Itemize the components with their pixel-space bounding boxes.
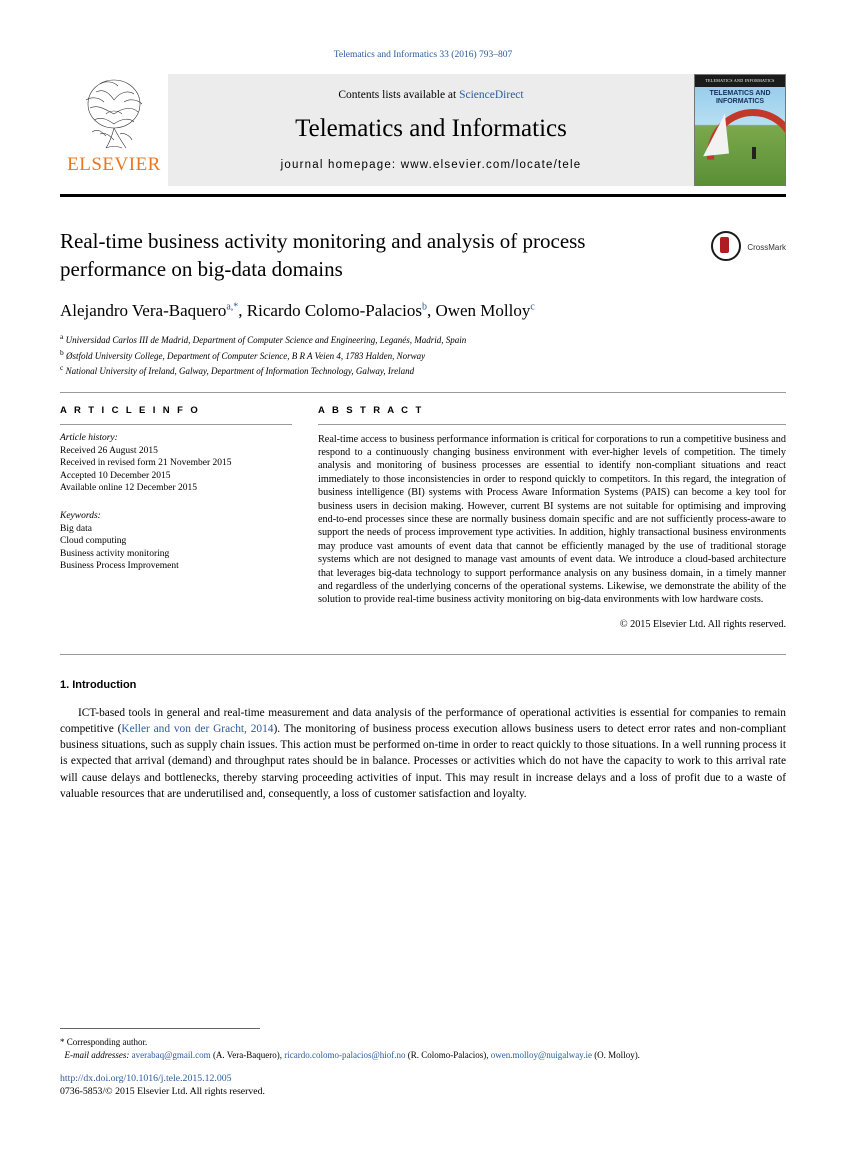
affiliation-item bbox=[60, 347, 786, 363]
issn-copyright: 0736-5853/© 2015 Elsevier Ltd. All rights reserved. bbox=[60, 1086, 265, 1097]
author-marks: b bbox=[421, 301, 427, 313]
contents-available-line bbox=[338, 89, 523, 101]
crossmark-badge-group[interactable] bbox=[708, 231, 786, 263]
affiliation-item bbox=[60, 362, 786, 378]
journal-cover-thumbnail bbox=[694, 74, 786, 186]
contents-prefix: Contents lists available at bbox=[338, 89, 460, 101]
email-addresses-note: E-mail addresses: averabaq@gmail.com (A. Vera-Baquero), ricardo.colomo-palacios@hiof.no (R. Colomo-Palacios), owen.molloy@nuigalway.ie (O. Molloy). bbox=[64, 1049, 640, 1060]
journal-masthead bbox=[60, 74, 786, 186]
abstract-divider-bottom bbox=[60, 654, 786, 655]
affiliation-mark: a bbox=[60, 332, 64, 341]
article-info-heading: A R T I C L E I N F O bbox=[60, 404, 201, 416]
abstract-text: Real-time access to business performance information is critical for corporations to run a competitive business and respond to a continuously changing business environment with ever-higher levels of competition. The timely analysis and monitoring of business processes are essential to identify non-compliant situations and react immediately to those inconsistencies in order to respond quickly to competitors. In this regard, the integration of business intelligence (BI) systems with Process Aware Information Systems (PAIS) can become a key tool for business users in decision making. However, current BI systems are not suitable for optimising and improving end-to-end processes since these are normally business domain specific and are not sufficiently process-aware to support the needs of process improvement type activities. In addition, highly transactional business environments may produce vast amounts of event data that cannot be efficiently managed by the use of traditional storage systems which are not designed to manage vast amounts of event data. We introduce a cloud-based architecture that leverages big-data technology to support performance analysis on any business domain, in a timely manner and regardless of the underlying concerns of the operational systems. Likewise, we demonstrate the ability of the solution to provide real-time business activity monitoring on big-data environments with low hardware costs. bbox=[318, 433, 786, 606]
elsevier-logo bbox=[60, 74, 168, 186]
email-link[interactable]: ricardo.colomo-palacios@hiof.no bbox=[284, 1049, 406, 1060]
cover-sail-graphic bbox=[699, 114, 729, 156]
email-owner: (O. Molloy). bbox=[594, 1049, 640, 1060]
history-item: Available online 12 December 2015 bbox=[60, 483, 197, 493]
history-item: Accepted 10 December 2015 bbox=[60, 470, 171, 481]
keyword-item: Cloud computing bbox=[60, 536, 127, 546]
section-heading-introduction: 1. Introduction bbox=[60, 678, 137, 691]
keywords-block bbox=[60, 511, 292, 573]
author-marks: c bbox=[530, 301, 535, 313]
abstract-copyright: © 2015 Elsevier Ltd. All rights reserved. bbox=[619, 618, 786, 630]
cover-title: TELEMATICS AND INFORMATICS bbox=[709, 90, 771, 105]
footer-identifiers bbox=[60, 1073, 786, 1097]
abstract-rule bbox=[318, 424, 786, 425]
footnote-divider bbox=[60, 1028, 260, 1029]
page-footer bbox=[60, 1028, 786, 1097]
masthead-center-panel bbox=[168, 74, 694, 186]
crossmark-icon bbox=[711, 231, 741, 261]
sciencedirect-link[interactable]: ScienceDirect bbox=[459, 89, 524, 101]
affiliation-text: Østfold University College, Department of Computer Science, B R A Veien 4, 1783 Halden, Norway bbox=[66, 350, 426, 361]
abstract-column bbox=[318, 405, 786, 630]
elsevier-wordmark: ELSEVIER bbox=[67, 154, 161, 175]
crossmark-label: CrossMark bbox=[747, 242, 786, 252]
article-info-column bbox=[60, 405, 292, 630]
journal-reference: Telematics and Informatics 33 (2016) 793–807 bbox=[333, 50, 513, 60]
journal-homepage[interactable]: journal homepage: www.elsevier.com/locate/tele bbox=[280, 159, 582, 171]
elsevier-tree-icon bbox=[76, 74, 152, 152]
keywords-label: Keywords: bbox=[60, 510, 101, 521]
affiliation-list bbox=[60, 331, 786, 378]
email-owner: (A. Vera-Baquero) bbox=[212, 1049, 280, 1060]
email-label: E-mail addresses: bbox=[64, 1049, 130, 1060]
paragraph-text-part-2: ). The monitoring of business process execution allows business users to detect error rates and non-compliant business situations, such as supply chain issues. This action must be performed on-time in order to react quickly to those situations. In a well running process it is expected that arrival (demand) and throughput rates should be in balance. Processes or activities which do not have the capacity to work to this arrival rate will cause delays and bottlenecks, thereby starving proceeding activities of input. This may result in increase delays and a loss of profit due to a waste of valuable resources that are underutilised and, consequently, a loss of customer satisfaction and loyalty. bbox=[60, 722, 786, 800]
cover-top-bar: TELEMATICS AND INFORMATICS bbox=[695, 75, 785, 87]
page-title: Real-time business activity monitoring and analysis of process performance on big-data domains bbox=[60, 229, 586, 281]
cover-person-graphic bbox=[752, 147, 756, 159]
info-abstract-columns bbox=[60, 405, 786, 630]
author-name: Alejandro Vera-Baquero bbox=[60, 301, 227, 320]
author-marks: a,* bbox=[226, 301, 239, 313]
affiliation-mark: c bbox=[60, 363, 64, 372]
keyword-item: Business activity monitoring bbox=[60, 548, 170, 559]
introduction-paragraph bbox=[60, 705, 786, 802]
history-item: Received in revised form 21 November 2015 bbox=[60, 458, 232, 468]
inline-citation-link[interactable]: Keller and von der Gracht, 2014 bbox=[121, 722, 274, 735]
email-link[interactable]: averabaq@gmail.com bbox=[131, 1049, 211, 1060]
paragraph-text-part-1: ICT-based tools in general and real-time measurement and data analysis of the performance of operational activities is essential for companies to remain competitive ( bbox=[60, 706, 786, 735]
email-owner: (R. Colomo-Palacios) bbox=[407, 1049, 487, 1060]
affiliation-mark: b bbox=[60, 347, 64, 357]
doi-link[interactable]: http://dx.doi.org/10.1016/j.tele.2015.12.005 bbox=[60, 1073, 232, 1084]
article-history-label: Article history: bbox=[60, 432, 118, 443]
corresponding-author-note: * Corresponding author. bbox=[60, 1037, 148, 1047]
keyword-item: Big data bbox=[60, 523, 92, 534]
email-link[interactable]: owen.molloy@nuigalway.ie bbox=[490, 1049, 592, 1060]
affiliation-text: National University of Ireland, Galway, Department of Information Technology, Galway, Ireland bbox=[65, 366, 415, 376]
article-info-rule bbox=[60, 424, 292, 425]
author-name: Ricardo Colomo-Palacios bbox=[246, 301, 422, 320]
abstract-heading: A B S T R A C T bbox=[318, 404, 424, 416]
masthead-divider bbox=[60, 194, 786, 197]
journal-title: Telematics and Informatics bbox=[295, 115, 567, 142]
title-block bbox=[60, 227, 786, 283]
info-divider-top bbox=[60, 392, 786, 393]
author-list: Alejandro Vera-Baquero$^{a,*}$, Ricardo Colomo-Palacios$^b$, Owen Molloy$^c$ bbox=[60, 301, 535, 320]
affiliation-item bbox=[60, 331, 786, 347]
author-name: Owen Molloy bbox=[435, 301, 531, 320]
affiliation-text: Universidad Carlos III de Madrid, Department of Computer Science and Engineering, Leganés, Madrid, Spain bbox=[65, 335, 467, 345]
keyword-item: Business Process Improvement bbox=[60, 561, 179, 571]
history-item: Received 26 August 2015 bbox=[60, 445, 158, 456]
